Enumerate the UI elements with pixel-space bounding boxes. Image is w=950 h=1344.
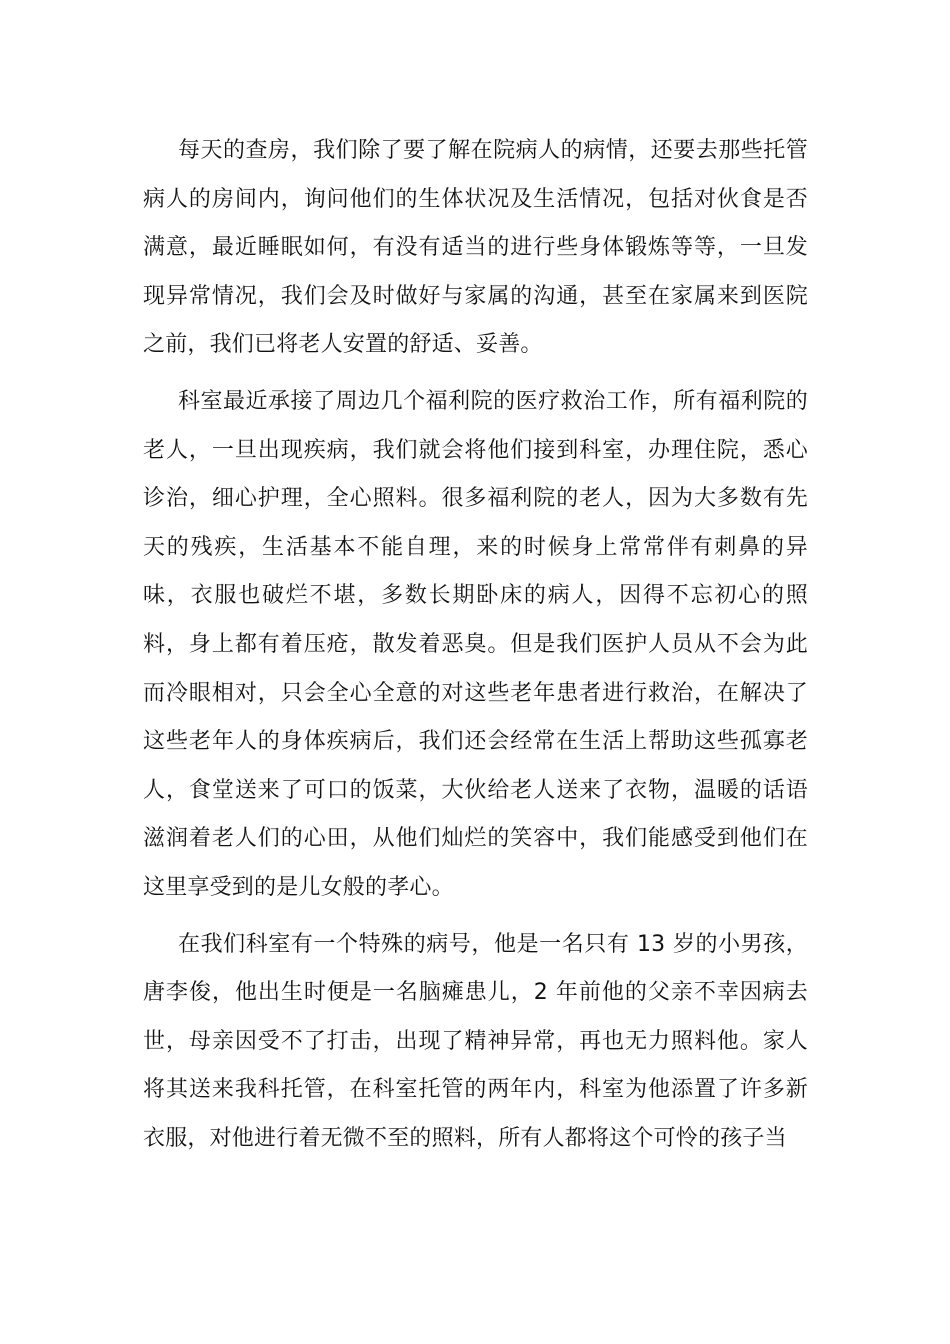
- paragraph-ward-rounds: 每天的查房，我们除了要了解在院病人的病情，还要去那些托管病人的房间内，询问他们的生体状况及生活情况，包括对伙食是否满意，最近睡眠如何，有没有适当的进行些身体锻炼等等，一旦发现异常情况，我们会及时做好与家属的沟通，甚至在家属来到医院之前，我们已将老人安置的舒适、妥善。: [143, 138, 808, 358]
- paragraph-special-patient: 在我们科室有一个特殊的病号，他是一名只有 13 岁的小男孩，唐李俊，他出生时便是一名脑瘫患儿，2 年前他的父亲不幸因病去世，母亲因受不了打击，出现了精神异常，再也无力照料他。家人将其送来我科托管，在科室托管的两年内，科室为他添置了许多新衣服，对他进行着无微不至的照料，所有人都将这个可怜的孩子当: [143, 931, 808, 1151]
- paragraph-welfare-home-care: 科室最近承接了周边几个福利院的医疗救治工作，所有福利院的老人，一旦出现疾病，我们就会将他们接到科室，办理住院，悉心诊治，细心护理，全心照料。很多福利院的老人，因为大多数有先天的残疾，生活基本不能自理，来的时候身上常常伴有刺鼻的异味，衣服也破烂不堪，多数长期卧床的病人，因得不忘初心的照料，身上都有着压疮，散发着恶臭。但是我们医护人员从不会为此而冷眼相对，只会全心全意的对这些老年患者进行救治，在解决了这些老年人的身体疾病后，我们还会经常在生活上帮助这些孤寡老人，食堂送来了可口的饭菜，大伙给老人送来了衣物，温暖的话语滋润着老人们的心田，从他们灿烂的笑容中，我们能感受到他们在这里享受到的是儿女般的孝心。: [143, 388, 808, 900]
- document-body: [143, 127, 808, 1163]
